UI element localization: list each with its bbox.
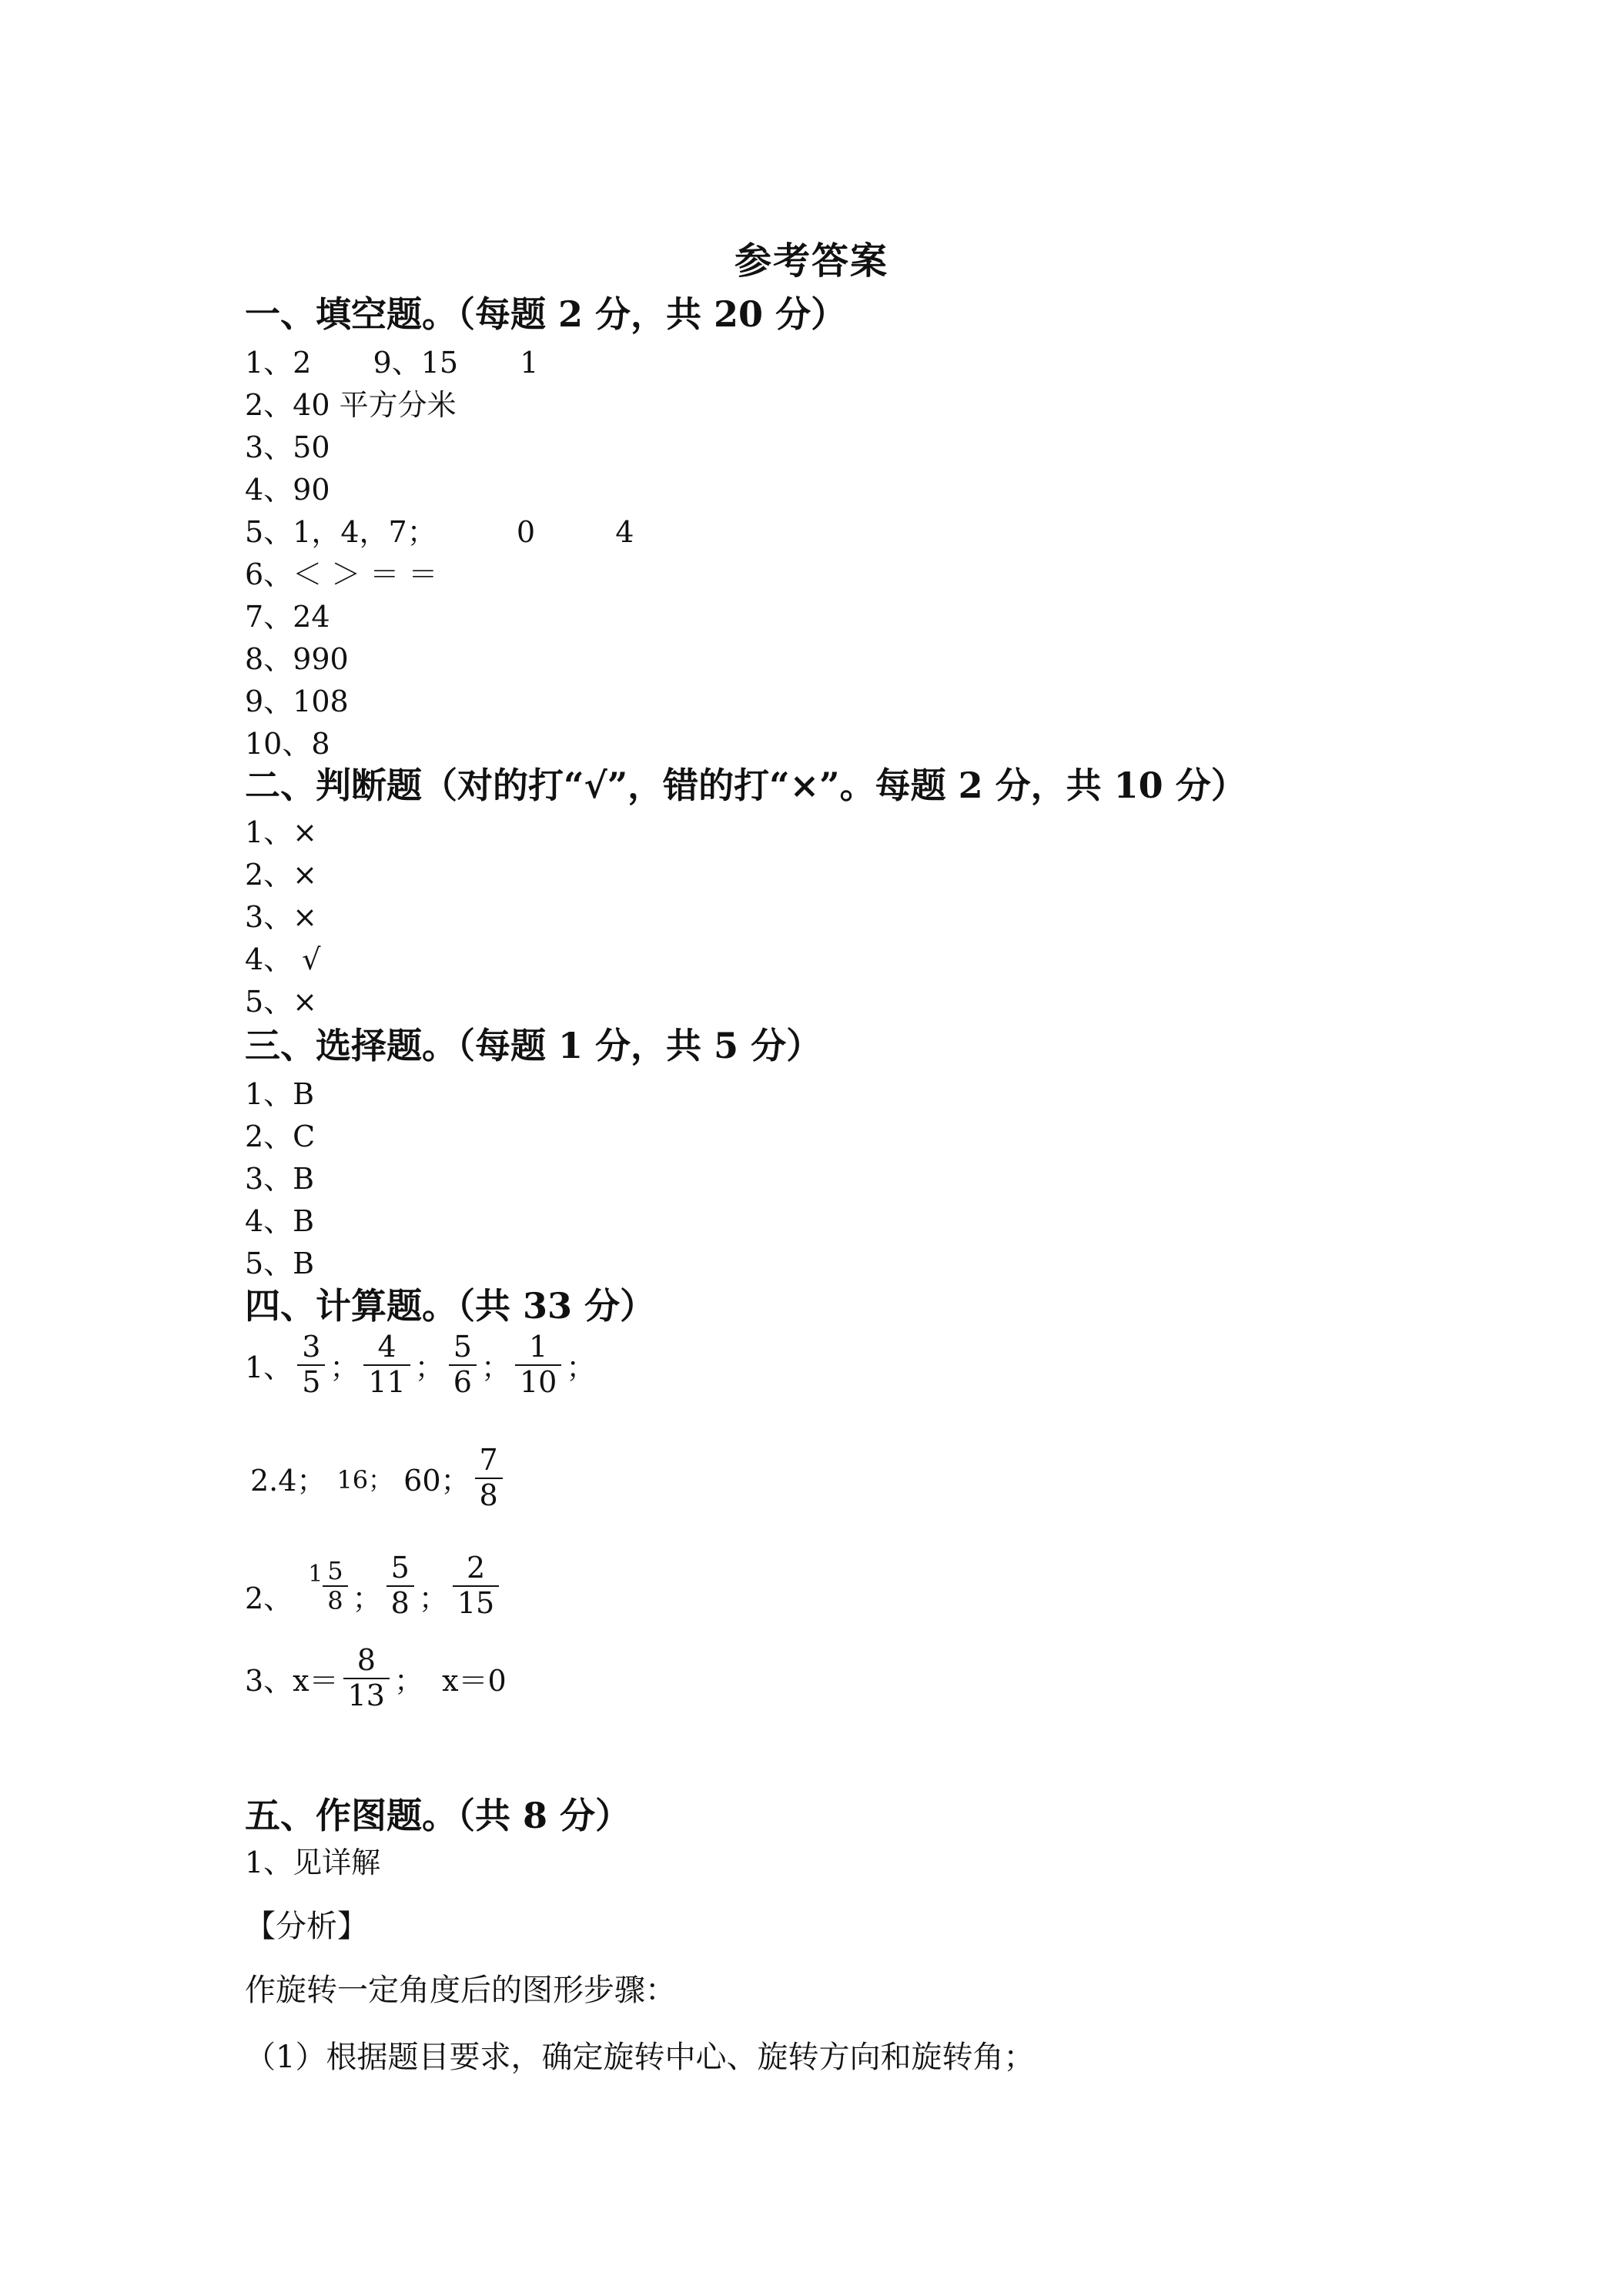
analysis-paragraph-2: （1）根据题目要求，确定旋转中心、旋转方向和旋转角； <box>245 2040 1035 2075</box>
separator: ； <box>352 1581 382 1616</box>
fraction: $\frac{1}{10}$ <box>515 1330 561 1399</box>
fraction: $\frac{5}{8}$ <box>323 1557 347 1615</box>
section-2-heading: 二、判断题（对的打“√”，错的打“×”。每题 2 分，共 10 分） <box>245 765 1247 806</box>
page-title: 参考答案 <box>734 239 888 283</box>
section-3-heading: 三、选择题。（每题 1 分，共 5 分） <box>245 1025 822 1066</box>
section-1-heading: 一、填空题。（每题 2 分，共 20 分） <box>245 293 847 335</box>
s1-a1-part3: 1 <box>520 346 539 380</box>
s3-answer-4: 4、B <box>245 1204 315 1238</box>
separator: ； <box>480 1350 510 1385</box>
fraction: $\frac{2}{15}$ <box>453 1551 499 1620</box>
s1-a5-part2: 0 <box>516 515 536 549</box>
fraction: $\frac{5}{6}$ <box>449 1330 477 1399</box>
analysis-paragraph-1: 作旋转一定角度后的图形步骤： <box>245 1973 676 2008</box>
s1-a5-part3: 4 <box>615 515 634 549</box>
s4-q2-label: 2、 <box>245 1581 293 1616</box>
s4-q1-line2 <box>250 1444 507 1512</box>
s4-q1-label: 1、 <box>245 1350 293 1385</box>
s4-q1b-value-2: 16； <box>336 1464 393 1494</box>
s4-q1b-value-3: 60； <box>403 1464 470 1498</box>
s1-answer-10: 10、8 <box>245 727 330 761</box>
analysis-label: 【分析】 <box>245 1909 368 1944</box>
separator: ； <box>418 1581 448 1616</box>
section-4-heading: 四、计算题。（共 33 分） <box>245 1285 656 1327</box>
s3-answer-1: 1、B <box>245 1077 315 1111</box>
s4-q3-label: 3、x＝ <box>245 1664 339 1699</box>
separator: ； <box>414 1350 444 1385</box>
s5-answer-1: 1、见详解 <box>245 1846 381 1879</box>
separator: ； <box>330 1350 360 1385</box>
s1-answer-3: 3、50 <box>245 430 330 464</box>
separator: ； <box>566 1350 596 1385</box>
s2-answer-3: 3、× <box>245 900 318 934</box>
fraction: $\frac{4}{11}$ <box>363 1330 410 1399</box>
s2-answer-5: 5、× <box>245 985 318 1019</box>
s4-q1-line1 <box>245 1330 595 1399</box>
s1-a1-part1: 1、2 <box>245 346 312 380</box>
s4-q3-tail: ； x＝0 <box>393 1664 507 1699</box>
s1-a5-part1: 5、1，4，7； <box>245 515 437 549</box>
s1-answer-5 <box>245 508 634 551</box>
s4-q1b-value-1: 2.4； <box>250 1464 326 1498</box>
fraction: $\frac{3}{5}$ <box>297 1330 325 1399</box>
s1-answer-7: 7、24 <box>245 600 330 634</box>
s3-answer-2: 2、C <box>245 1120 316 1153</box>
s1-answer-1 <box>245 339 538 381</box>
s3-answer-5: 5、B <box>245 1247 315 1280</box>
s1-answer-9: 9、108 <box>245 684 349 718</box>
s1-answer-6: 6、＜ ＞ ＝ ＝ <box>245 557 438 591</box>
s3-answer-3: 3、B <box>245 1162 315 1196</box>
fraction: $\frac{5}{8}$ <box>387 1551 414 1620</box>
fraction: $\frac{8}{13}$ <box>343 1644 390 1712</box>
s2-answer-4: 4、 √ <box>245 942 321 976</box>
fraction: $\frac{7}{8}$ <box>475 1444 503 1512</box>
s4-q3-line <box>245 1644 507 1712</box>
s2-answer-1: 1、× <box>245 815 318 849</box>
s4-q2-line <box>245 1551 504 1620</box>
s1-answer-8: 8、990 <box>245 642 349 676</box>
mixed-number-whole: 1 <box>308 1561 323 1588</box>
section-5-heading: 五、作图题。（共 8 分） <box>245 1795 631 1836</box>
s2-answer-2: 2、× <box>245 858 318 892</box>
s1-a1-part2: 9、15 <box>373 346 459 380</box>
s1-answer-4: 4、90 <box>245 473 330 507</box>
s1-answer-2: 2、40 平方分米 <box>245 388 457 422</box>
